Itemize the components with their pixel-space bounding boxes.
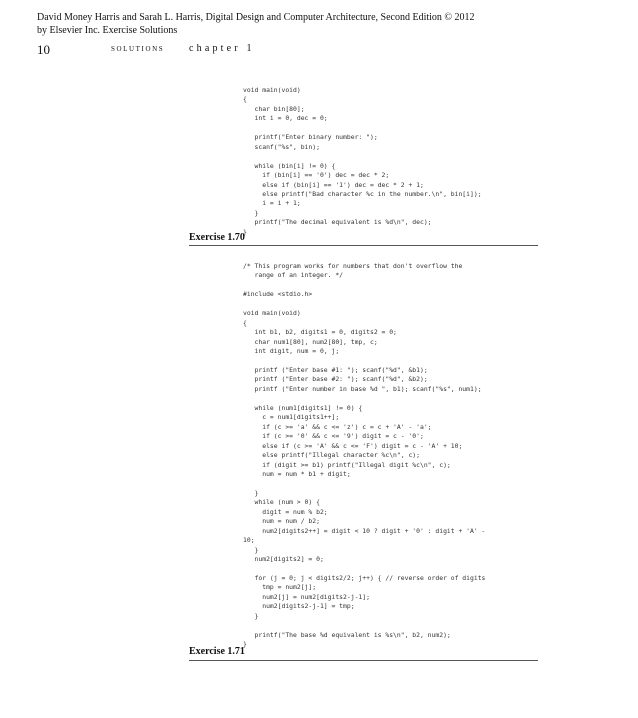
code-line: tmp = num2[j]; [243, 583, 317, 592]
code-block-base-conversion [243, 262, 485, 650]
code-line: if (digit >= b1) printf("Illegal digit %c\n", c); [243, 460, 451, 469]
code-line: printf("The base %d equivalent is %s\n", b2, num2); [243, 630, 451, 639]
page-number: 10 [37, 42, 50, 57]
code-line: } [243, 488, 259, 497]
code-line: range of an integer. */ [243, 271, 344, 280]
code-line: printf("Enter binary number: "); [243, 133, 378, 142]
code-line: int b1, b2, digits1 = 0, digits2 = 0; [243, 328, 397, 337]
code-line: { [243, 95, 247, 104]
exercise-heading-1-70: Exercise 1.70 [189, 232, 245, 243]
code-line: else if (c >= 'A' && c <= 'F') digit = c - 'A' + 10; [243, 441, 463, 450]
code-line: } [243, 611, 259, 620]
code-line: } [243, 227, 247, 236]
exercise-heading-1-71: Exercise 1.71 [189, 646, 245, 657]
code-line: else printf("Bad character %c in the number.\n", bin[i]); [243, 189, 482, 198]
code-line: 10; [243, 536, 255, 545]
section-divider [189, 245, 538, 246]
code-line: c = num1[digits1++]; [243, 413, 340, 422]
code-line: if (c >= '0' && c <= '9') digit = c - '0'; [243, 432, 424, 441]
code-line: char bin[80]; [243, 104, 305, 113]
code-line: { [243, 318, 247, 327]
code-line: num = num * b1 + digit; [243, 469, 351, 478]
code-line: for (j = 0; j < digits2/2; j++) { // reverse order of digits [243, 573, 486, 582]
code-line: num2[j] = num2[digits2-j-1]; [243, 592, 370, 601]
document-header [37, 12, 597, 37]
code-line: char num1[80], num2[80], tmp, c; [243, 337, 378, 346]
code-line: } [243, 545, 259, 554]
code-line: else printf("Illegal character %c\n", c); [243, 451, 420, 460]
code-line: num = num / b2; [243, 517, 320, 526]
code-line: } [243, 208, 259, 217]
code-line: printf("The decimal equivalent is %d\n", dec); [243, 218, 432, 227]
code-line: if (c >= 'a' && c <= 'z') c = c + 'A' - 'a'; [243, 422, 432, 431]
code-line: num2[digits2++] = digit < 10 ? digit + '0' : digit + 'A' - [243, 526, 486, 535]
code-line: num2[digits2-j-1] = tmp; [243, 602, 355, 611]
code-line: printf ("Enter number in base %d ", b1); scanf("%s", num1); [243, 384, 482, 393]
code-line: while (num > 0) { [243, 498, 320, 507]
section-label: SOLUTIONS [111, 45, 165, 53]
code-line: else if (bin[i] == '1') dec = dec * 2 + 1; [243, 180, 424, 189]
code-line: void main(void) [243, 86, 301, 94]
code-line: while (bin[i] != 0) { [243, 161, 336, 170]
code-line: if (bin[i] == '0') dec = dec * 2; [243, 171, 390, 180]
code-line: num2[digits2] = 0; [243, 555, 324, 564]
code-line: printf ("Enter base #2: "); scanf("%d", &b2); [243, 375, 428, 384]
code-line: i = i + 1; [243, 199, 301, 208]
code-line: digit = num % b2; [243, 507, 328, 516]
code-line: #include <stdio.h> [243, 290, 313, 299]
chapter-label: chapter 1 [189, 43, 255, 54]
code-line: } [243, 640, 247, 649]
code-line: int i = 0, dec = 0; [243, 114, 328, 123]
running-head [37, 42, 597, 58]
copyright-line-1: David Money Harris and Sarah L. Harris, Digital Design and Computer Architecture, Second Edition © 2012 [37, 12, 475, 23]
copyright-line-2: by Elsevier Inc. Exercise Solutions [37, 24, 178, 36]
code-line: while (num1[digits1] != 0) { [243, 403, 363, 412]
section-divider [189, 660, 538, 661]
code-line: scanf("%s", bin); [243, 142, 320, 151]
code-line: int digit, num = 0, j; [243, 347, 340, 356]
code-line: printf ("Enter base #1: "); scanf("%d", &b1); [243, 365, 428, 374]
code-line: /* This program works for numbers that don't overflow the [243, 262, 463, 270]
code-block-binary-to-decimal [243, 86, 482, 237]
code-line: void main(void) [243, 309, 301, 318]
